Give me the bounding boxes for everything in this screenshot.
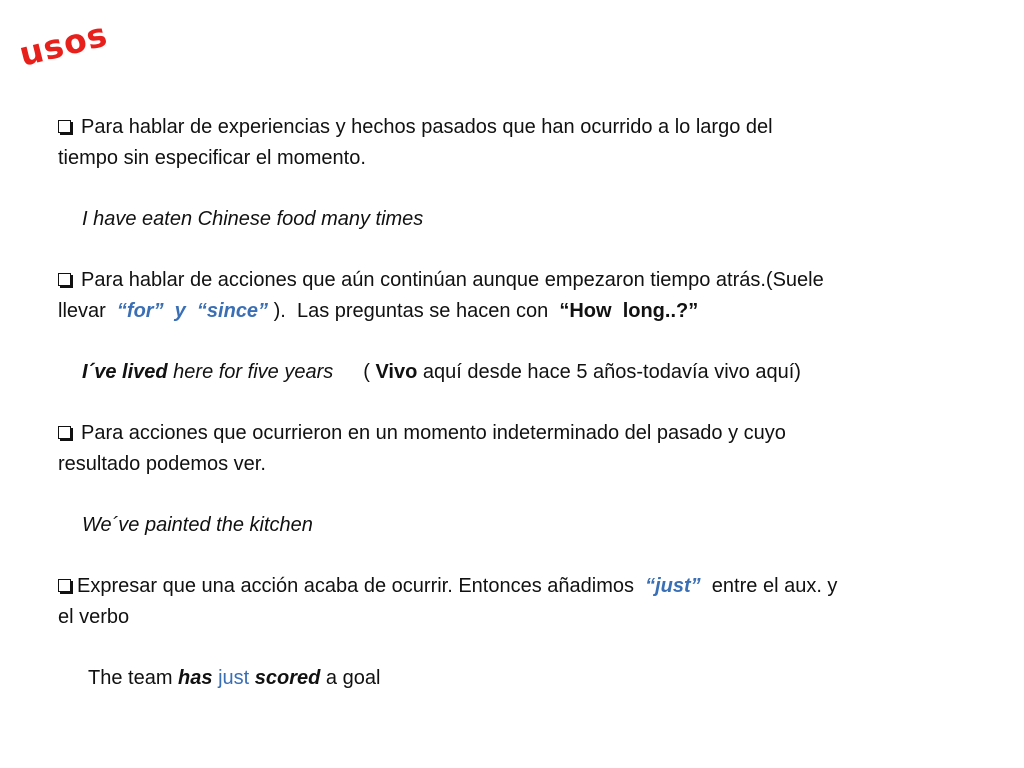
use-3-example-text: We´ve painted the kitchen	[82, 514, 313, 536]
use-2-translation-rest: aquí desde hace 5 años-todavía vivo aquí)	[417, 361, 801, 383]
use-1-example-text: I have eaten Chinese food many times	[82, 208, 424, 230]
keyword-just: “just”	[645, 575, 701, 597]
use-1-description-cont: tiempo sin especificar el momento.	[58, 147, 366, 169]
use-3-example	[58, 510, 973, 541]
use-4-line-2	[58, 602, 973, 633]
keyword-how-long: “How long..?”	[559, 300, 699, 322]
use-4-example-has: has	[178, 667, 213, 689]
use-4-example-scored: scored	[254, 667, 321, 689]
checkbox-square-icon	[58, 273, 71, 286]
use-1-line-2	[58, 143, 973, 174]
use-4-example-pre: The team	[88, 667, 179, 689]
use-2-description: Para hablar de acciones que aún continúan aunque empezaron tiempo atrás.(Suele	[81, 269, 824, 291]
use-3-line-2	[58, 449, 973, 480]
use-2-example-bold: I´ve lived	[82, 361, 168, 383]
use-3-description-cont: resultado podemos ver.	[58, 453, 266, 475]
checkbox-square-icon	[58, 120, 71, 133]
use-2-description-mid: ). Las preguntas se hacen con	[268, 300, 560, 322]
slide-content	[58, 112, 973, 694]
use-2-line-1	[58, 265, 973, 296]
use-2-example-rest: here for five years	[167, 361, 334, 383]
keyword-for-since: “for” y “since”	[116, 300, 269, 322]
use-1-example	[58, 204, 973, 235]
use-2-translation-open: (	[363, 361, 376, 383]
use-1-description: Para hablar de experiencias y hechos pasados que han ocurrido a lo largo del	[81, 116, 773, 138]
use-4-line-1	[58, 571, 973, 602]
use-4-example-post: a goal	[320, 667, 381, 689]
use-4-example-just: just	[218, 667, 250, 689]
checkbox-square-icon	[58, 426, 71, 439]
slide-title: usos	[15, 14, 112, 74]
use-4-description-cont: el verbo	[58, 606, 130, 628]
use-2-example	[58, 357, 973, 388]
use-1-line-1	[58, 112, 973, 143]
checkbox-square-icon	[58, 579, 71, 592]
use-2-translation-bold: Vivo	[375, 361, 418, 383]
use-2-description-pre: llevar	[58, 300, 117, 322]
use-4-example	[58, 663, 973, 694]
use-4-description-post: entre el aux. y	[700, 575, 838, 597]
use-4-description-pre: Expresar que una acción acaba de ocurrir. Entonces añadimos	[77, 575, 646, 597]
use-3-description: Para acciones que ocurrieron en un momento indeterminado del pasado y cuyo	[81, 422, 786, 444]
use-3-line-1	[58, 418, 973, 449]
use-2-line-2	[58, 296, 973, 327]
